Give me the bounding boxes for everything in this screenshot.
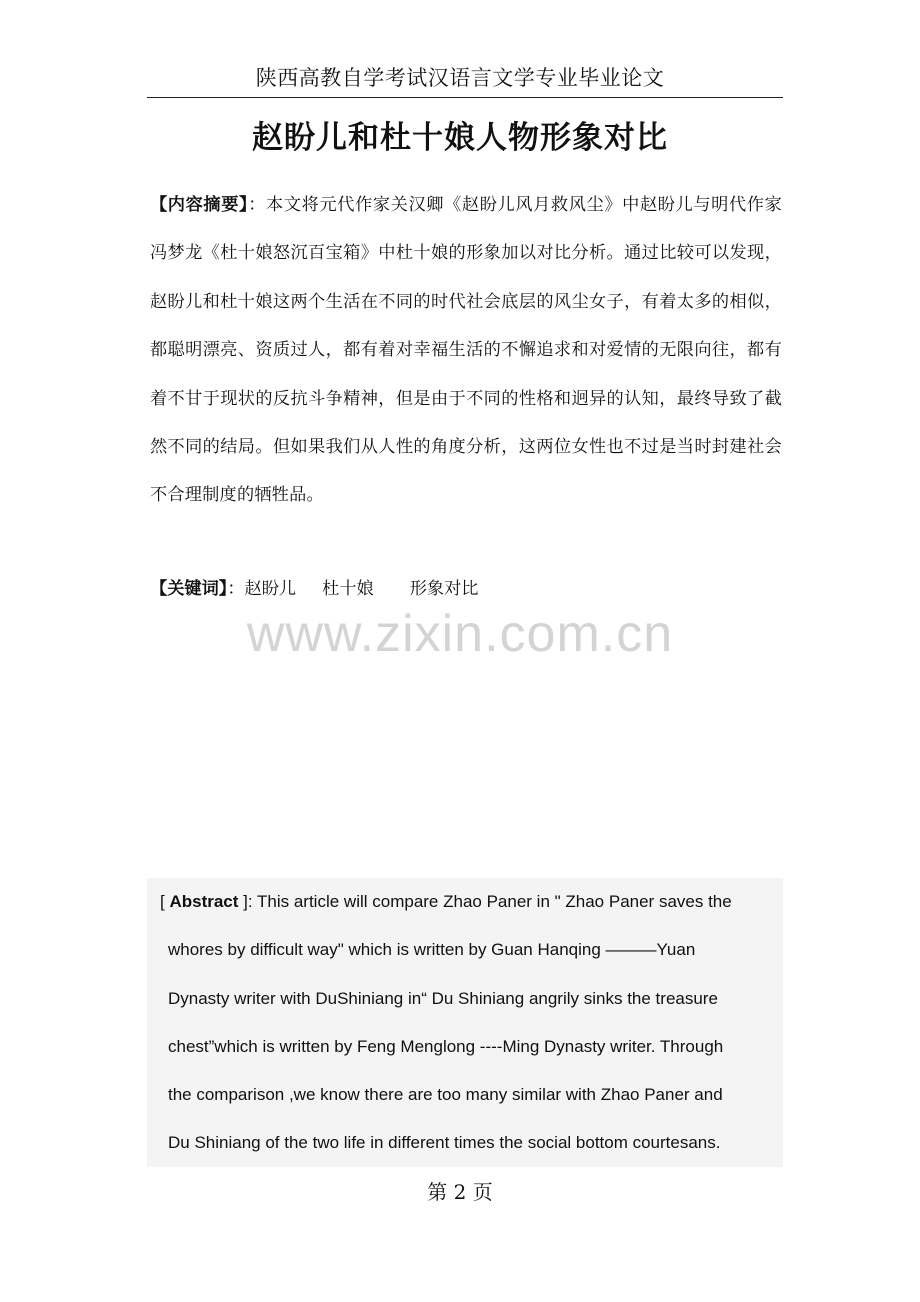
english-abstract-label: Abstract	[169, 892, 239, 911]
english-abstract	[160, 878, 774, 1168]
keyword-item: 赵盼儿	[244, 579, 297, 599]
english-abstract-line: chest”which is written by Feng Menglong ----Ming Dynasty writer. Through	[168, 1036, 724, 1056]
english-abstract-line	[160, 878, 774, 926]
abstract-label: 【内容摘要】	[150, 195, 249, 215]
keywords-label: 【关键词】	[150, 579, 228, 599]
english-abstract-line: the comparison ,we know there are too many similar with Zhao Paner and	[168, 1085, 723, 1105]
keyword-item: 杜十娘	[322, 579, 374, 599]
watermark: www.zixin.com.cn	[246, 605, 674, 663]
english-abstract-line: Dynasty writer with DuShiniang in“ Du Shiniang angrily sinks the treasure	[168, 988, 718, 1008]
abstract-separator: ：	[248, 195, 267, 215]
keywords-separator: ：	[227, 579, 245, 599]
abstract-open-bracket: [	[160, 892, 170, 911]
header-divider	[147, 97, 783, 98]
keyword-item: 形象对比	[409, 579, 479, 599]
running-header: 陕西高教自学考试汉语言文学专业毕业论文	[255, 66, 665, 90]
english-abstract-line-text: ]: This article will compare Zhao Paner in " Zhao Paner saves the	[238, 892, 732, 911]
keywords-line	[150, 572, 782, 606]
document-title: 赵盼儿和杜十娘人物形象对比	[252, 120, 668, 156]
chinese-abstract	[150, 181, 782, 520]
english-abstract-line: Du Shiniang of the two life in different times the social bottom courtesans.	[168, 1133, 721, 1153]
english-abstract-line: whores by difficult way" which is written by Guan Hanqing ———Yuan	[168, 940, 696, 960]
abstract-text: 本文将元代作家关汉卿《赵盼儿风月救风尘》中赵盼儿与明代作家冯梦龙《杜十娘怒沉百宝箱》中杜十娘的形象加以对比分析。通过比较可以发现，赵盼儿和杜十娘这两个生活在不同的时代社会底层的风尘女子，有着太多的相似，都聪明漂亮、资质过人，都有着对幸福生活的不懈追求和对爱情的无限向往，都有着不甘于现状的反抗斗争精神，但是由于不同的性格和迥异的认知，最终导致了截然不同的结局。但如果我们从人性的角度分析，这两位女性也不过是当时封建社会不合理制度的牺牲品。	[150, 195, 782, 506]
page-number: 第 2 页	[427, 1180, 493, 1204]
